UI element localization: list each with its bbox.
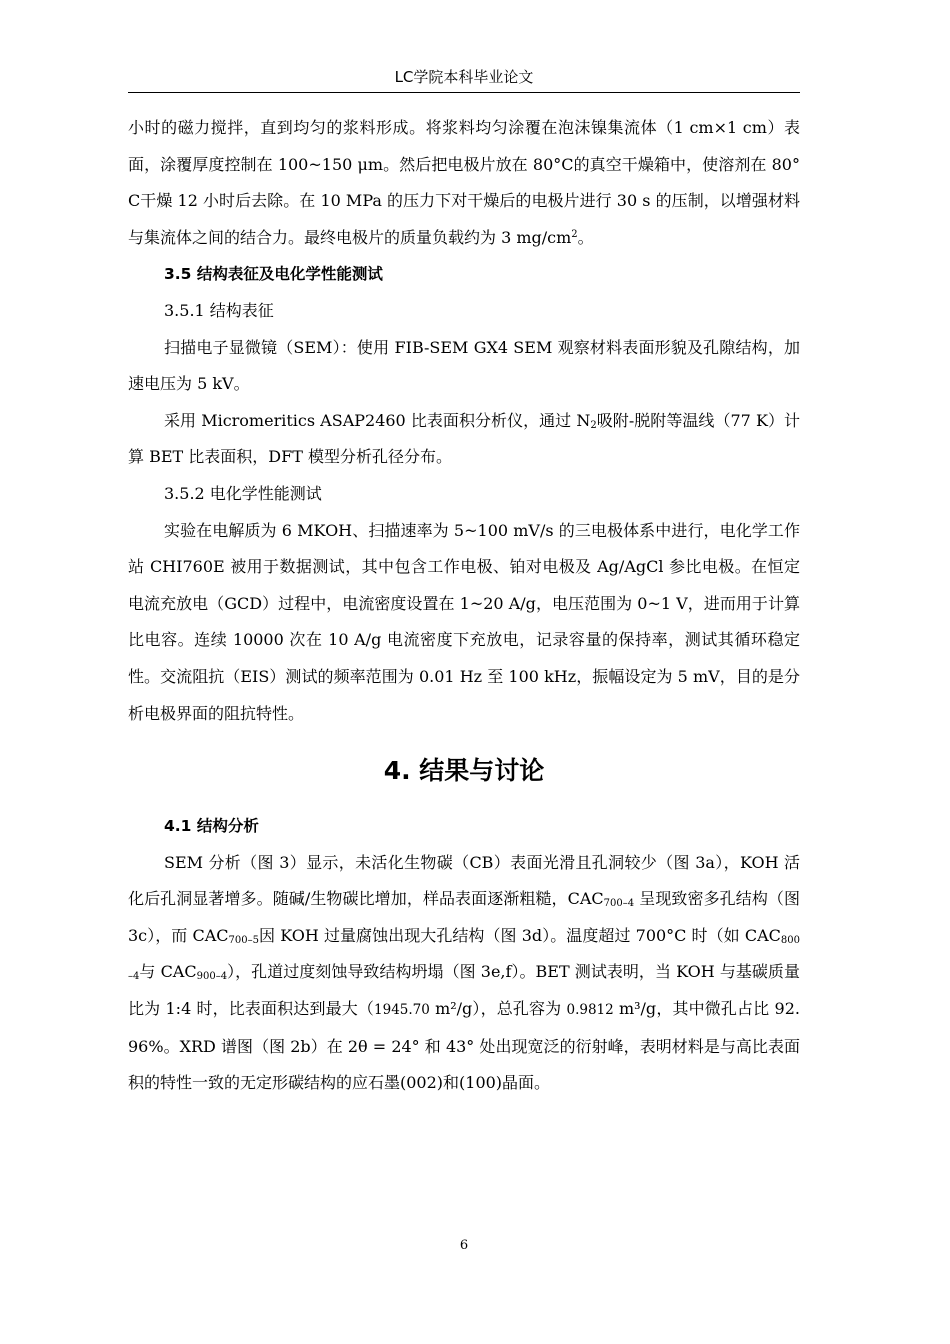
page-number: 6: [459, 1238, 469, 1253]
heading-3-5-2: 3.5.2 电化学性能测试: [164, 483, 322, 503]
heading-3-5-1: 3.5.1 结构表征: [164, 300, 274, 320]
header-divider: [128, 92, 800, 93]
paragraph-sem: 扫描电子显微镜（SEM）：使用 FIB-SEM GX4 SEM 观察材料表面形貌及孔隙结构，加速电压为 5 kV。: [128, 337, 800, 394]
body-text: [128, 110, 800, 1102]
heading-4-1: 4.1 结构分析: [164, 817, 259, 836]
paragraph-structure-analysis: SEM 分析（图 3）显示，未活化生物碳（CB）表面光滑且孔洞较少（图 3a），KOH 活化后孔洞显著增多。随碱/生物碳比增加，样品表面逐渐粗糙，$CAC_{700-4}$ 呈现致密多孔结构（图 3c），而 $CAC_{700-5}$因 KOH 过量腐蚀出现大孔结构（图 3d）。温度超过 700°C 时（如 $CAC_{800-4}$与 $CAC_{900-4}$），孔道过度刻蚀导致结构坍塌（图 3e,f）。BET 测试表明，当 KOH 与基碳质量比为 1:4 时，比表面积达到最大（1945.70 m²/g），总孔容为 0.9812 m³/g，其中微孔占比 92.96%。XRD 谱图（图 2b）在 2θ = 24° 和 43° 处出现宽泛的衍射峰，表明材料是与高比表面积的特性一致的无定形碳结构的应石墨(002)和(100)晶面。: [128, 852, 800, 1093]
heading-3-5: 3.5 结构表征及电化学性能测试: [164, 265, 383, 284]
paragraph-bet: 采用 Micromeritics ASAP2460 比表面积分析仪，通过 $N_2$吸附-脱附等温线（77 K）计算 BET 比表面积，DFT 模型分析孔径分布。: [128, 410, 800, 467]
page-header: LC学院本科毕业论文: [394, 68, 534, 86]
chapter-title: 4. 结果与讨论: [383, 756, 545, 786]
paragraph-electrochemical-test: 实验在电解质为 6 MKOH、扫描速率为 5~100 mV/s 的三电极体系中进行，电化学工作站 CHI760E 被用于数据测试，其中包含工作电极、铂对电极及 Ag/AgCl 参比电极。在恒定电流充放电（GCD）过程中，电流密度设置在 1~20 A/g，电压范围为 0~1 V，进而用于计算比电容。连续 10000 次在 10 A/g 电流密度下充放电，记录容量的保持率，测试其循环稳定性。交流阻抗（EIS）测试的频率范围为 0.01 Hz 至 100 kHz，振幅设定为 5 mV，目的是分析电极界面的阻抗特性。: [128, 520, 800, 723]
paragraph-preparation-continued: 小时的磁力搅拌，直到均匀的浆料形成。将浆料均匀涂覆在泡沫镍集流体（1 cm×1 cm）表面，涂覆厚度控制在 100~150 μm。然后把电极片放在 80°C的真空干燥箱中，使溶剂在 80°C干燥 12 小时后去除。在 10 MPa 的压力下对干燥后的电极片进行 30 s 的压制，以增强材料与集流体之间的结合力。最终电极片的质量负载约为 3 $mg/cm^2$。: [128, 118, 800, 247]
